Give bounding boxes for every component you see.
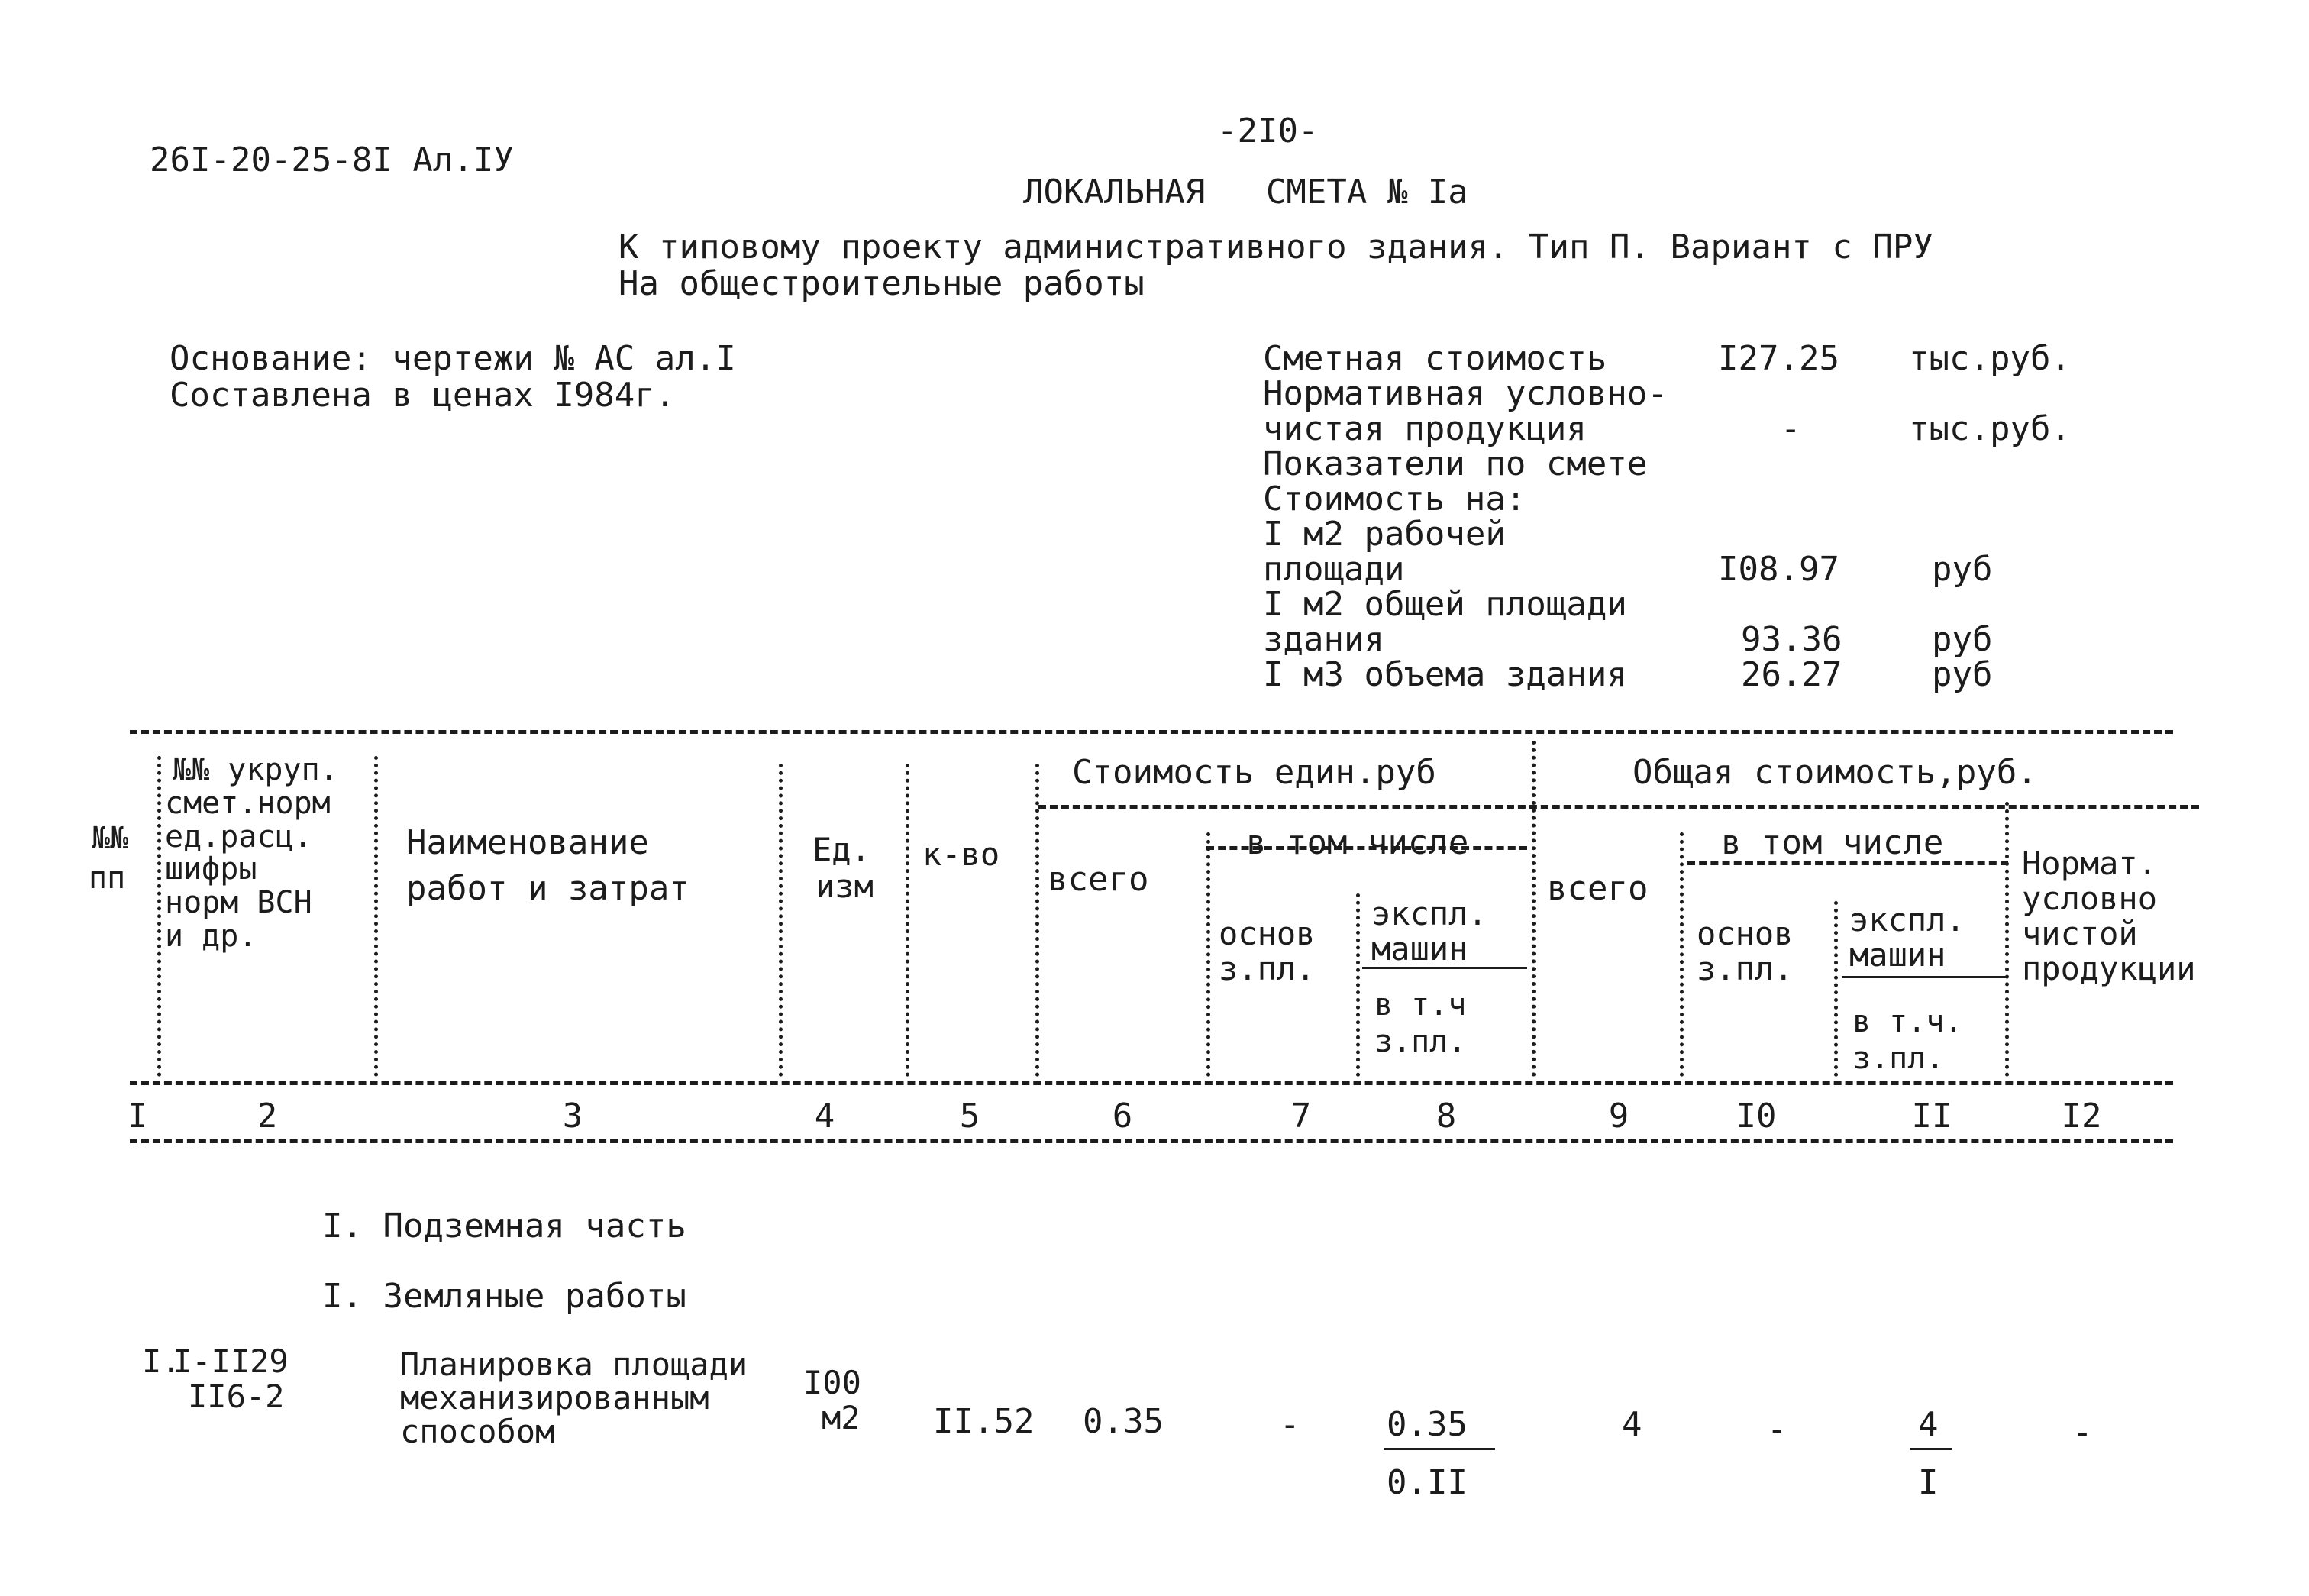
header-total-incl-pay-1: в т.ч. — [1852, 1004, 1963, 1039]
indicator-unit: тыс.руб. — [1909, 409, 2071, 448]
indicator-label: Стоимость на: — [1263, 480, 1526, 519]
header-total-base-pay-2: з.пл. — [1697, 950, 1794, 987]
col-sep — [779, 764, 783, 1077]
header-total-base-pay-1: основ — [1697, 915, 1794, 952]
indicator-value: - — [1781, 409, 1801, 448]
indicator-label: Сметная стоимость — [1263, 339, 1607, 378]
header-unit-base-pay-2: з.пл. — [1219, 950, 1316, 987]
indicator-value: I08.97 — [1718, 550, 1839, 589]
basis-line-2: Составлена в ценах I984г. — [170, 376, 676, 415]
indicator-value: 93.36 — [1741, 620, 1842, 659]
row-unit-machines-underline — [1384, 1448, 1495, 1450]
indicator-label: I м2 рабочей — [1263, 515, 1506, 554]
header-code-line: шифры — [165, 851, 257, 887]
indicator-unit: руб — [1932, 620, 1993, 659]
header-unit-machines-2: машин — [1371, 930, 1468, 968]
header-name-line-2: работ и затрат — [406, 869, 689, 908]
header-qty: к-во — [922, 835, 1000, 873]
row-norm: - — [2072, 1413, 2093, 1452]
row-unit-total: 0.35 — [1083, 1402, 1164, 1441]
header-unit-machines-1: экспл. — [1371, 895, 1487, 932]
header-code-line: №№ укруп. — [173, 752, 338, 787]
subtitle-line-2: На общестроительные работы — [618, 264, 1145, 303]
cost-group-rule — [1038, 805, 2199, 809]
header-code-line: ед.расц. — [165, 819, 312, 855]
column-number-rule — [130, 1139, 2173, 1143]
row-name-line: способом — [400, 1413, 555, 1450]
indicator-unit: тыс.руб. — [1909, 339, 2071, 378]
row-unit-machines-pay: 0.II — [1387, 1463, 1468, 1502]
section-title: I. Подземная часть — [322, 1207, 686, 1245]
table-top-rule — [130, 730, 2173, 734]
indicator-label: I м2 общей площади — [1263, 585, 1627, 624]
row-name-line: механизированным — [400, 1379, 709, 1417]
row-num: I. — [142, 1342, 181, 1380]
header-num-line-2: пп — [89, 861, 126, 896]
column-number: I2 — [2061, 1097, 2102, 1136]
indicator-unit: руб — [1932, 655, 1993, 694]
subtitle-line-1: К типовому проекту административного здания. Тип П. Вариант с ПРУ — [618, 228, 1933, 267]
header-num-line-1: №№ — [92, 821, 129, 856]
col-sep — [906, 764, 909, 1077]
header-unit-all: всего — [1048, 860, 1149, 899]
indicator-label: чистая продукция — [1263, 409, 1587, 448]
col-sep — [1035, 764, 1039, 1077]
row-unit-base-pay: - — [1280, 1405, 1300, 1444]
row-qty: II.52 — [933, 1402, 1035, 1441]
column-number: 6 — [1112, 1097, 1133, 1136]
header-unit-incl-pay-2: з.пл. — [1374, 1024, 1467, 1059]
header-total-machines-2: машин — [1849, 936, 1946, 974]
column-number: II — [1911, 1097, 1952, 1136]
header-unit-line-2: изм — [815, 867, 874, 905]
basis-line-1: Основание: чертежи № АС ал.I — [170, 339, 736, 378]
indicator-unit: руб — [1932, 550, 1993, 589]
header-norm-line: чистой — [2022, 915, 2138, 952]
header-unit-line-1: Ед. — [812, 831, 870, 868]
indicator-label: Показатели по смете — [1263, 444, 1648, 483]
machines-total-underline — [1842, 976, 2007, 978]
header-code-line: смет.норм — [165, 786, 331, 821]
column-number: 9 — [1608, 1097, 1629, 1136]
column-number: 2 — [257, 1097, 278, 1136]
header-name-line-1: Наименование — [406, 823, 649, 862]
column-number: I0 — [1736, 1097, 1777, 1136]
header-code-line: и др. — [165, 919, 257, 954]
col-sep — [1356, 893, 1360, 1077]
row-sum-machines-underline — [1910, 1448, 1952, 1450]
column-number: I — [127, 1097, 148, 1136]
indicator-value: I27.25 — [1718, 339, 1839, 378]
header-total-cost: Общая стоимость,руб. — [1632, 753, 2037, 792]
indicator-value: 26.27 — [1741, 655, 1842, 694]
indicator-label: здания — [1263, 620, 1384, 659]
header-unit-incl-pay-1: в т.ч — [1374, 987, 1467, 1023]
header-unit-incl: в том числе — [1246, 823, 1469, 862]
header-norm-line: Нормат. — [2022, 845, 2158, 882]
row-name-line: Планировка площади — [400, 1346, 748, 1383]
header-unit-base-pay-1: основ — [1219, 915, 1316, 952]
row-code-line-1: I-II29 — [173, 1342, 289, 1380]
header-code-line: норм ВСН — [165, 885, 312, 920]
row-unit-machines: 0.35 — [1387, 1405, 1468, 1444]
col-sep — [1680, 832, 1684, 1077]
indicator-label: I м3 объема здания — [1263, 655, 1627, 694]
column-number: 4 — [814, 1097, 835, 1136]
document-code: 26I-20-25-8I Ал.IУ — [150, 141, 514, 179]
header-unit-cost: Стоимость един.руб — [1072, 753, 1436, 792]
indicator-label: площади — [1263, 550, 1405, 589]
row-sum-total: 4 — [1622, 1405, 1642, 1444]
table-header-bottom-rule — [130, 1081, 2173, 1085]
page-number: -2I0- — [1217, 111, 1319, 150]
row-unit-line-1: I00 — [803, 1364, 861, 1401]
column-number: 7 — [1290, 1097, 1312, 1136]
header-total-all: всего — [1547, 869, 1649, 908]
row-unit-line-2: м2 — [822, 1399, 861, 1436]
col-sep — [374, 756, 378, 1077]
document-title: ЛОКАЛЬНАЯ СМЕТА № Iа — [1023, 173, 1468, 212]
column-number: 3 — [562, 1097, 583, 1136]
row-sum-base-pay: - — [1767, 1410, 1787, 1449]
col-sep — [1532, 741, 1536, 1077]
col-sep — [157, 756, 161, 1077]
col-sep — [1206, 832, 1210, 1077]
row-sum-machines-pay: I — [1918, 1463, 1939, 1502]
row-code-line-2: II6-2 — [188, 1378, 285, 1415]
row-sum-machines: 4 — [1918, 1405, 1939, 1444]
header-norm-line: продукции — [2022, 950, 2196, 987]
col-sep — [1834, 901, 1838, 1077]
col-sep — [2005, 802, 2009, 1077]
header-total-machines-1: экспл. — [1849, 901, 1965, 939]
section-title: I. Земляные работы — [322, 1277, 686, 1316]
header-norm-line: условно — [2022, 880, 2158, 917]
header-total-incl: в том числе — [1721, 823, 1944, 862]
column-number: 5 — [959, 1097, 980, 1136]
indicator-label: Нормативная условно- — [1263, 374, 1668, 413]
header-total-incl-pay-2: з.пл. — [1852, 1041, 1945, 1076]
column-number: 8 — [1435, 1097, 1457, 1136]
